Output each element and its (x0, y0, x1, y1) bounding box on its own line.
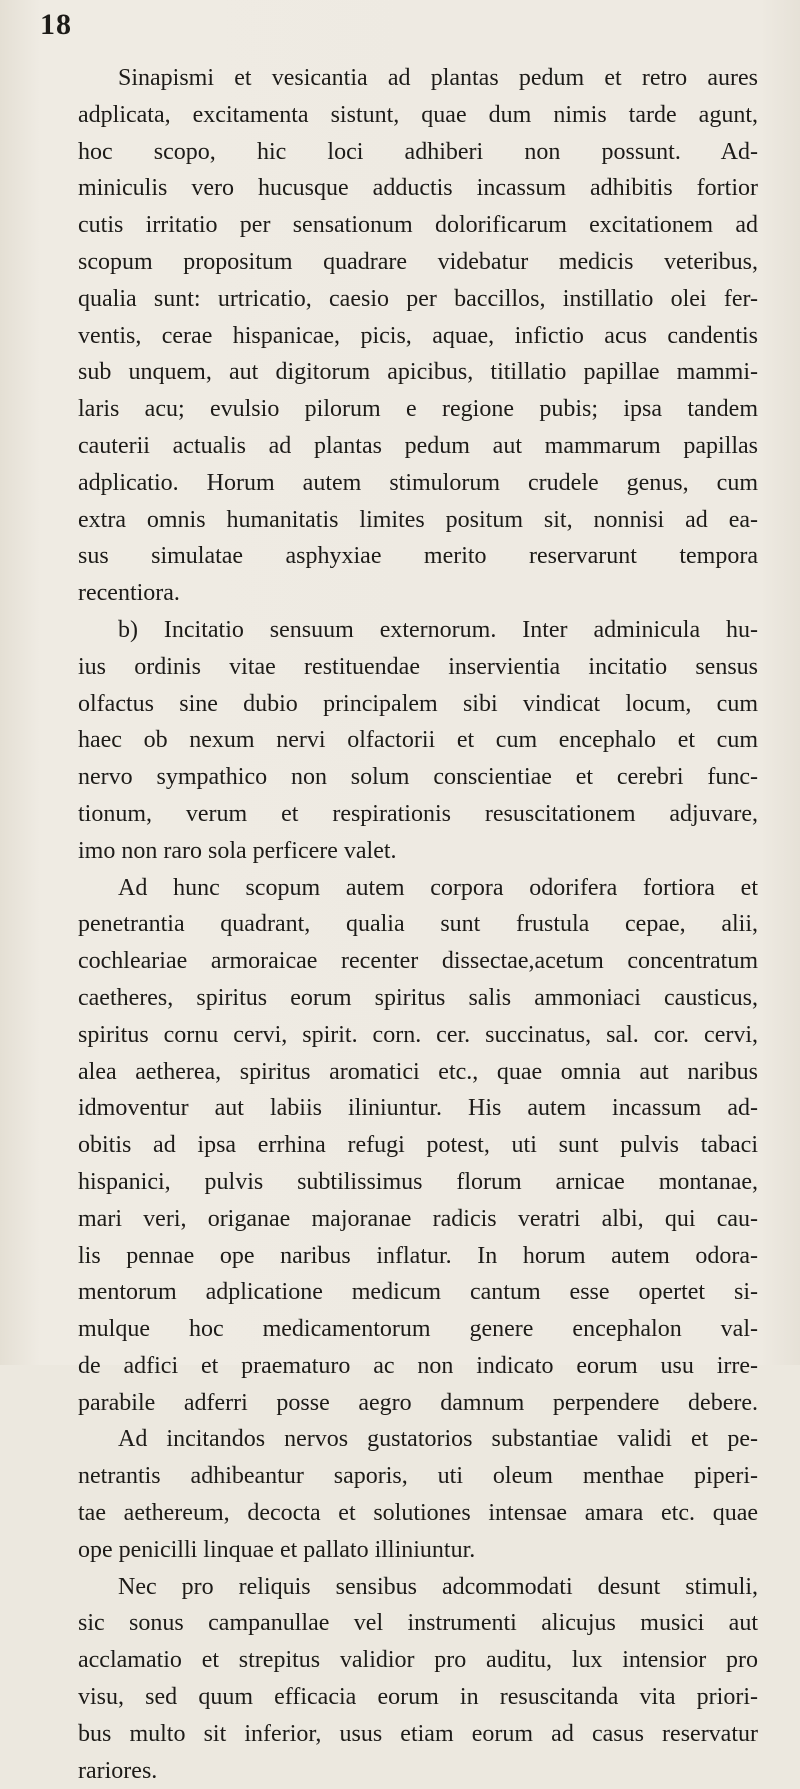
text-line: b) Incitatio sensuum externorum. Inter adminicula hu- (118, 616, 758, 643)
text-line: visu, sed quum efficacia eorum in resuscitanda vita priori- (78, 1684, 758, 1711)
text-line: lis pennae ope naribus inflatur. In horum autem odora- (78, 1242, 758, 1269)
text-line: sic sonus campanullae vel instrumenti alicujus musici aut (78, 1610, 758, 1637)
text-line: cochleariae armoraicae recenter dissectae,acetum concentratum (78, 948, 758, 975)
text-line: rariores. (78, 1757, 158, 1784)
text-line: mentorum adplicatione medicum cantum esse opertet si- (78, 1279, 758, 1306)
text-line: Ad hunc scopum autem corpora odorifera fortiora et (118, 874, 758, 901)
text-line: cauterii actualis ad plantas pedum aut mammarum papillas (78, 432, 758, 459)
body-text (78, 60, 758, 1789)
text-line: sus simulatae asphyxiae merito reservarunt tempora (78, 543, 758, 570)
text-line: Nec pro reliquis sensibus adcommodati desunt stimuli, (118, 1573, 758, 1600)
text-line: olfactus sine dubio principalem sibi vindicat locum, cum (78, 690, 758, 717)
text-line: imo non raro sola perficere valet. (78, 837, 397, 864)
text-line: obitis ad ipsa errhina refugi potest, uti sunt pulvis tabaci (78, 1132, 758, 1159)
text-line: nervo sympathico non solum conscientiae et cerebri func- (78, 764, 758, 791)
text-line: tae aethereum, decocta et solutiones intensae amara etc. quae (78, 1500, 758, 1527)
text-line: tionum, verum et respirationis resuscitationem adjuvare, (78, 800, 758, 827)
text-line: penetrantia quadrant, qualia sunt frustula cepae, alii, (78, 911, 758, 938)
text-line: parabile adferri posse aegro damnum perpendere debere. (78, 1389, 758, 1416)
text-line: cutis irritatio per sensationum dolorificarum excitationem ad (78, 212, 758, 239)
text-line: ope penicilli linquae et pallato illiniuntur. (78, 1536, 476, 1563)
text-line: adplicatio. Horum autem stimulorum crudele genus, cum (78, 469, 758, 496)
text-line: ventis, cerae hispanicae, picis, aquae, infictio acus candentis (78, 322, 758, 349)
text-line: mulque hoc medicamentorum genere encephalon val- (78, 1316, 758, 1343)
text-line: spiritus cornu cervi, spirit. corn. cer. succinatus, sal. cor. cervi, (78, 1021, 758, 1048)
text-line: haec ob nexum nervi olfactorii et cum encephalo et cum (78, 727, 758, 754)
text-line: recentiora. (78, 580, 180, 607)
text-line: ius ordinis vitae restituendae inservientia incitatio sensus (78, 653, 758, 680)
text-line: alea aetherea, spiritus aromatici etc., quae omnia aut naribus (78, 1058, 758, 1085)
text-line: sub unquem, aut digitorum apicibus, titillatio papillae mammi- (78, 359, 758, 386)
text-line: scopum propositum quadrare videbatur medicis veteribus, (78, 248, 758, 275)
page-number: 18 (40, 8, 72, 41)
text-line: Sinapismi et vesicantia ad plantas pedum et retro aures (118, 65, 758, 91)
text-line: de adfici et praematuro ac non indicato eorum usu irre- (78, 1352, 758, 1379)
text-line: acclamatio et strepitus validior pro auditu, lux intensior pro (78, 1647, 758, 1674)
text-line: hispanici, pulvis subtilissimus florum arnicae montanae, (78, 1168, 758, 1195)
text-line: miniculis vero hucusque adductis incassum adhibitis fortior (78, 175, 758, 202)
text-line: laris acu; evulsio pilorum e regione pubis; ipsa tandem (78, 396, 758, 423)
text-line: netrantis adhibeantur saporis, uti oleum menthae piperi- (78, 1463, 758, 1490)
text-line: hoc scopo, hic loci adhiberi non possunt. Ad- (78, 138, 758, 165)
text-line: qualia sunt: urtricatio, caesio per baccillos, instillatio olei fer- (78, 285, 758, 312)
text-line: bus multo sit inferior, usus etiam eorum ad casus reservatur (78, 1720, 758, 1747)
text-line: Ad incitandos nervos gustatorios substantiae validi et pe- (118, 1426, 758, 1453)
text-line: mari veri, origanae majoranae radicis veratri albi, qui cau- (78, 1205, 758, 1232)
text-line: adplicata, excitamenta sistunt, quae dum nimis tarde agunt, (78, 101, 758, 128)
text-line: extra omnis humanitatis limites positum sit, nonnisi ad ea- (78, 506, 758, 533)
text-line: caetheres, spiritus eorum spiritus salis ammoniaci causticus, (78, 984, 758, 1011)
text-line: idmoventur aut labiis iliniuntur. His autem incassum ad- (78, 1095, 758, 1122)
